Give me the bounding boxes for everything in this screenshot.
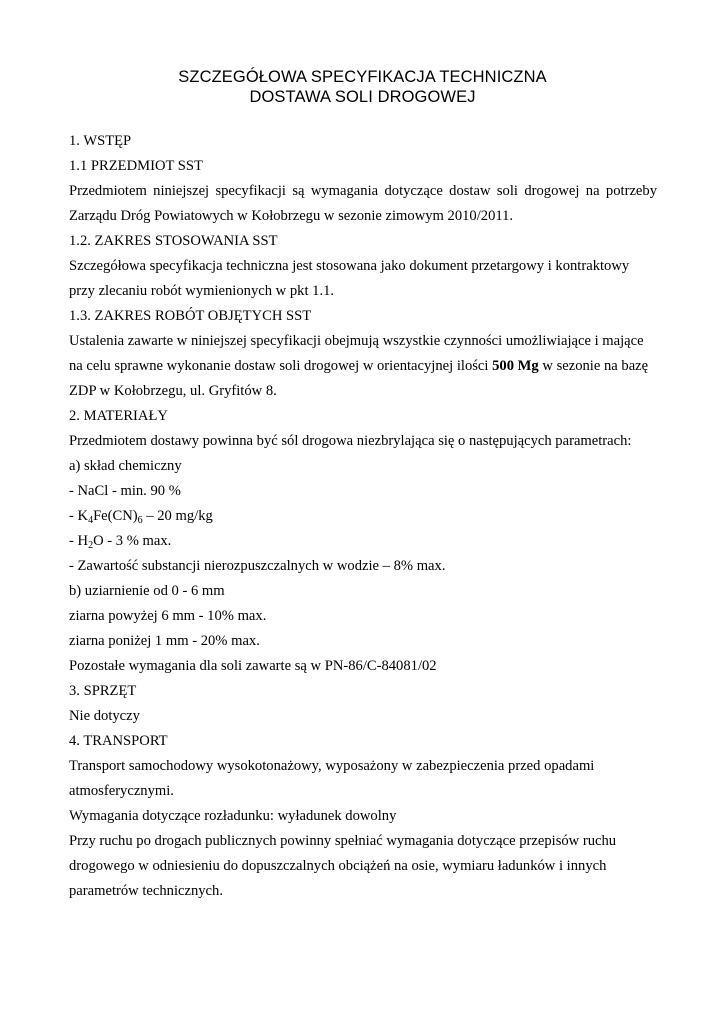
section-1-2-text-line-2: przy zlecaniu robót wymienionych w pkt 1.1.	[69, 283, 335, 299]
section-1-2-text-line-1: Szczegółowa specyfikacja techniczna jest stosowana jako dokument przetargowy i kontraktowy	[69, 258, 630, 274]
section-4-text-line-1: Transport samochodowy wysokotonażowy, wyposażony w zabezpieczenia przed opadami	[69, 758, 595, 774]
section-1-heading: 1. WSTĘP	[69, 133, 132, 149]
param-grain-below: ziarna poniżej 1 mm - 20% max.	[69, 633, 260, 649]
section-3-heading: 3. SPRZĘT	[69, 683, 137, 699]
section-3-text: Nie dotyczy	[69, 708, 140, 724]
param-k4-sub-1: 4	[88, 515, 94, 526]
section-4-text-line-2: atmosferycznymi.	[69, 783, 174, 799]
param-k4-pre: - K	[69, 508, 89, 524]
section-4-road-line-2: drogowego w odniesieniu do dopuszczalnych obciążeń na osie, wymiaru ładunków i innych	[69, 858, 607, 874]
section-1-3-text-pre: na celu sprawne wykonanie dostaw soli drogowej w orientacyjnej ilości	[69, 358, 493, 374]
param-h2o-post: O - 3 % max.	[93, 533, 172, 549]
section-1-3-heading: 1.3. ZAKRES ROBÓT OBJĘTYCH SST	[69, 308, 312, 324]
section-1-1-heading: 1.1 PRZEDMIOT SST	[69, 158, 203, 174]
param-nacl: - NaCl - min. 90 %	[69, 483, 181, 499]
section-1-3-text-post: w sezonie na bazę	[538, 358, 649, 374]
param-k4fecn6	[69, 504, 657, 529]
param-k4-mid: Fe(CN)	[93, 508, 138, 524]
param-insoluble: - Zawartość substancji nierozpuszczalnych w wodzie – 8% max.	[69, 558, 446, 574]
param-grain-above: ziarna powyżej 6 mm - 10% max.	[69, 608, 267, 624]
section-2-item-a: a) skład chemiczny	[69, 458, 182, 474]
section-2-other: Pozostałe wymagania dla soli zawarte są w PN-86/C-84081/02	[69, 658, 437, 674]
quantity-value: 500 Mg	[492, 358, 539, 374]
param-h2o-sub: 2	[88, 540, 94, 551]
param-k4-sub-2: 6	[137, 515, 143, 526]
param-h2o	[69, 529, 657, 554]
section-4-road-line-1: Przy ruchu po drogach publicznych powinny spełniać wymagania dotyczące przepisów ruchu	[69, 833, 617, 849]
document-title-line-1: SZCZEGÓŁOWA SPECYFIKACJA TECHNICZNA	[178, 68, 547, 86]
section-1-3-text-line-3: ZDP w Kołobrzegu, ul. Gryfitów 8.	[69, 383, 277, 399]
section-1-3-text-line-1: Ustalenia zawarte w niniejszej specyfikacji obejmują wszystkie czynności umożliwiające i mające	[69, 333, 644, 349]
param-k4-post: – 20 mg/kg	[142, 508, 213, 524]
section-2-item-b: b) uziarnienie od 0 - 6 mm	[69, 583, 225, 599]
section-4-heading: 4. TRANSPORT	[69, 733, 168, 749]
section-1-1-text-line-1: Przedmiotem niniejszej specyfikacji są wymagania dotyczące dostaw soli drogowej na potrzeby	[69, 183, 657, 199]
section-4-road-line-3: parametrów technicznych.	[69, 883, 223, 899]
section-1-1-text-line-2: Zarządu Dróg Powiatowych w Kołobrzegu w sezonie zimowym 2010/2011.	[69, 208, 514, 224]
document-title-line-2: DOSTAWA SOLI DROGOWEJ	[249, 88, 476, 106]
section-1-2-heading: 1.2. ZAKRES STOSOWANIA SST	[69, 233, 278, 249]
document-body	[69, 129, 657, 904]
section-2-heading: 2. MATERIAŁY	[69, 408, 168, 424]
param-h2o-pre: - H	[69, 533, 89, 549]
section-2-intro: Przedmiotem dostawy powinna być sól drogowa niezbrylająca się o następujących parametrach:	[69, 433, 632, 449]
section-1-3-text-line-2	[69, 354, 657, 379]
section-4-unloading: Wymagania dotyczące rozładunku: wyładunek dowolny	[69, 808, 397, 824]
